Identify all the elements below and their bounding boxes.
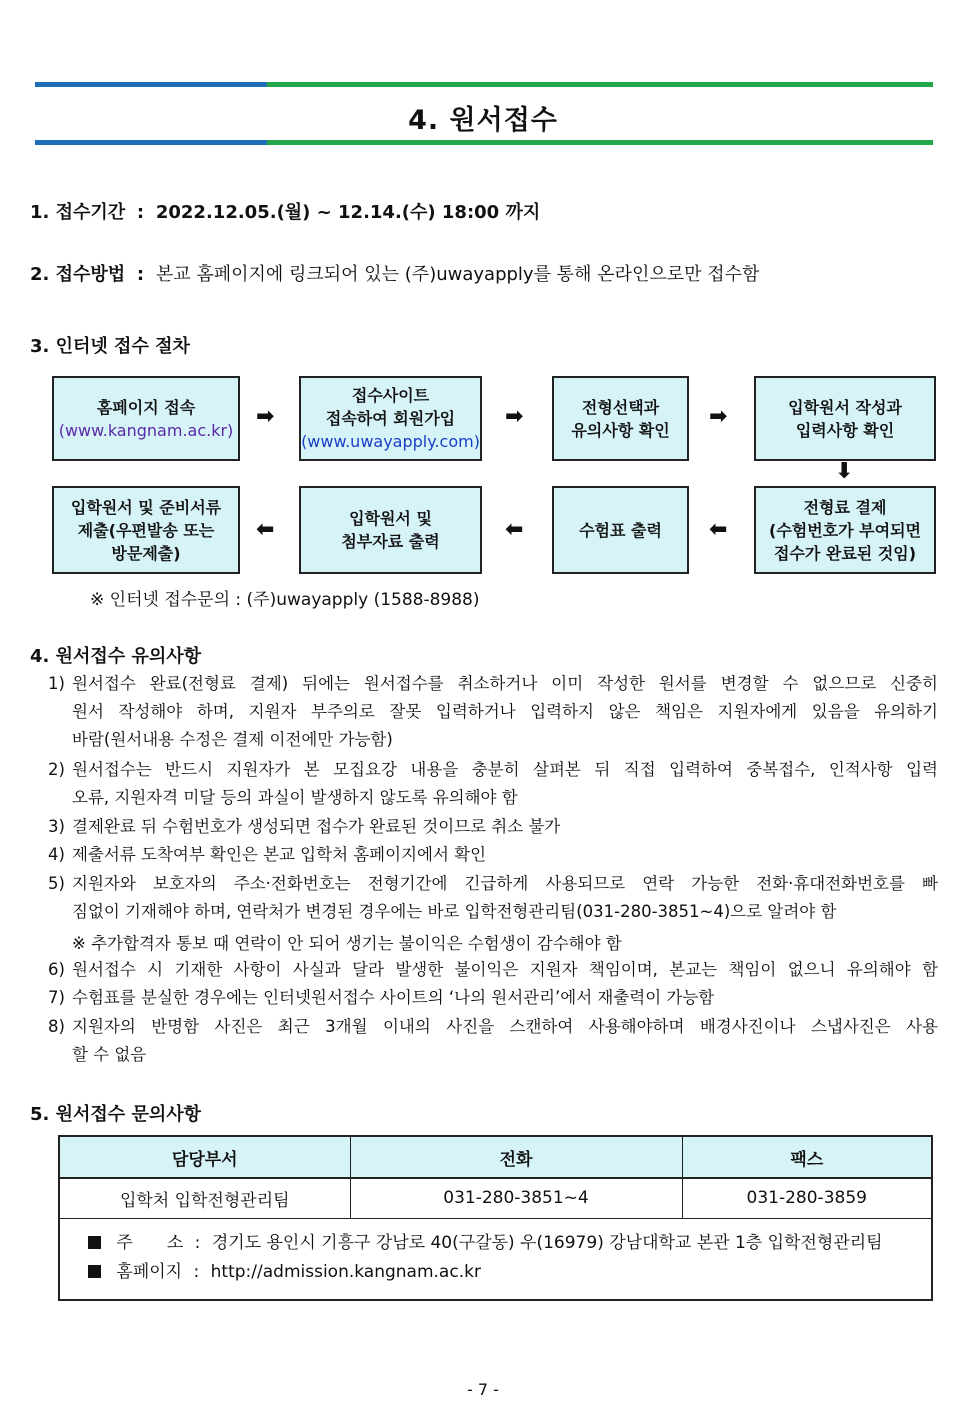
caution-line: 원서접수 시 기재한 사항이 사실과 달라 발생한 불이익은 지원자 책임이며, 본교는 책임이 없으니 유의해야 함 bbox=[72, 960, 938, 979]
caution-number: 2) bbox=[48, 760, 65, 779]
method-value: 본교 홈페이지에 링크되어 있는 (주)uwayapply를 통해 온라인으로만 접수함 bbox=[155, 264, 760, 285]
procedure-heading: 3. 인터넷 접수 절차 bbox=[30, 336, 190, 357]
caution-item bbox=[48, 841, 938, 869]
homepage-line bbox=[88, 1258, 931, 1287]
contact-table bbox=[58, 1135, 933, 1301]
arrow-right-icon: ➡ bbox=[256, 404, 275, 429]
square-bullet-icon bbox=[88, 1236, 101, 1249]
flow-step-link[interactable]: (www.uwayapply.com) bbox=[301, 432, 480, 451]
flow-step-text: 입학원서 및 bbox=[349, 509, 432, 528]
caution-number: 6) bbox=[48, 960, 65, 979]
flow-step-text: 전형료 결제 bbox=[803, 497, 887, 517]
method-label: 2. 접수방법 bbox=[30, 264, 126, 285]
caution-item bbox=[48, 756, 938, 812]
address-sep: : bbox=[194, 1232, 201, 1253]
caution-line: 결제완료 뒤 수험번호가 생성되면 접수가 완료된 것이므로 취소 불가 bbox=[72, 817, 561, 836]
flow-step-text: 홈페이지 접속 bbox=[96, 397, 196, 417]
method-line bbox=[30, 260, 759, 286]
caution-line: 원서접수는 반드시 지원자가 본 모집요강 내용을 충분히 살펴본 뒤 직접 입력하여 중복접수, 인적사항 입력 bbox=[72, 760, 938, 779]
caution-sub-note: ※ 추가합격자 통보 때 연락이 안 되어 생기는 불이익은 수험생이 감수해야 함 bbox=[72, 934, 622, 953]
caution-item bbox=[48, 984, 938, 1012]
address-value: 경기도 용인시 기흥구 강남로 40(구갈동) 우(16979) 강남대학교 본관 1층 입학전형관리팀 bbox=[211, 1232, 883, 1253]
flow-step-text: 접수가 완료된 것임) bbox=[773, 543, 917, 563]
table-row bbox=[59, 1218, 932, 1300]
caution-line: 짐없이 기재해야 하며, 연락처가 변경된 경우에는 바로 입학전형관리팀(031-280-3851~4)으로 알려야 함 bbox=[72, 902, 837, 921]
caution-item bbox=[48, 956, 938, 984]
table-header-cell: 전화 bbox=[350, 1136, 682, 1178]
contact-info-cell bbox=[59, 1218, 932, 1300]
flow-step-submit bbox=[52, 486, 240, 574]
flow-step-text: 첨부자료 출력 bbox=[341, 532, 440, 551]
flow-step-text: 제출(우편발송 또는 bbox=[77, 520, 215, 540]
flow-step-link[interactable]: (www.kangnam.ac.kr) bbox=[58, 420, 234, 440]
cautions-heading: 4. 원서접수 유의사항 bbox=[30, 646, 201, 667]
caution-number: 1) bbox=[48, 674, 65, 693]
bottom-rule bbox=[35, 140, 933, 145]
square-bullet-icon bbox=[88, 1265, 101, 1278]
top-rule bbox=[35, 82, 933, 87]
caution-item bbox=[48, 1013, 938, 1069]
table-cell: 입학처 입학전형관리팀 bbox=[59, 1178, 350, 1218]
caution-number: 4) bbox=[48, 845, 65, 864]
flow-step-print bbox=[299, 486, 482, 574]
method-sep: : bbox=[136, 264, 145, 285]
homepage-sep: : bbox=[193, 1261, 200, 1282]
period-sep: : bbox=[136, 202, 145, 223]
homepage-label: 홈페이지 bbox=[116, 1261, 183, 1282]
caution-number: 8) bbox=[48, 1017, 65, 1036]
arrow-down-icon: ⬇ bbox=[835, 459, 854, 484]
table-row bbox=[59, 1178, 932, 1218]
flow-step-text: 방문제출) bbox=[111, 543, 181, 563]
caution-number: 3) bbox=[48, 817, 65, 836]
flow-step-text: 입력사항 확인 bbox=[795, 420, 895, 440]
caution-line: 지원자의 반명함 사진은 최근 3개월 이내의 사진을 스캔하여 사용해야하며 배경사진이나 스냅사진은 사용 bbox=[72, 1017, 938, 1036]
caution-line: 할 수 없음 bbox=[72, 1045, 147, 1064]
caution-line: 수험표를 분실한 경우에는 인터넷원서접수 사이트의 ‘나의 원서관리’에서 재출력이 가능함 bbox=[72, 988, 715, 1007]
homepage-link[interactable]: http://admission.kangnam.ac.kr bbox=[210, 1261, 481, 1282]
table-cell: 031-280-3851~4 bbox=[350, 1178, 682, 1218]
table-header-row bbox=[59, 1136, 932, 1178]
arrow-left-icon: ⬅ bbox=[505, 517, 524, 542]
period-value: 2022.12.05.(월) ~ 12.14.(수) 18:00 까지 bbox=[155, 202, 541, 223]
caution-number: 7) bbox=[48, 988, 65, 1007]
flow-step-text: 접속하여 회원가입 bbox=[325, 409, 456, 428]
caution-item bbox=[48, 870, 938, 926]
caution-item bbox=[48, 670, 938, 754]
flow-step-text: 전형선택과 bbox=[581, 397, 660, 417]
caution-number: 5) bbox=[48, 874, 65, 893]
page-title: 4. 원서접수 bbox=[408, 105, 558, 136]
flow-step-select bbox=[552, 376, 689, 461]
flow-step-text: 접수사이트 bbox=[351, 386, 430, 405]
caution-line: 바람(원서내용 수정은 결제 이전에만 가능함) bbox=[72, 730, 393, 749]
flow-step-admission-ticket bbox=[552, 486, 689, 574]
address-line bbox=[88, 1229, 931, 1258]
table-cell: 031-280-3859 bbox=[682, 1178, 932, 1218]
arrow-left-icon: ⬅ bbox=[709, 517, 728, 542]
flow-step-text: 수험표 출력 bbox=[579, 520, 662, 540]
arrow-right-icon: ➡ bbox=[505, 404, 524, 429]
caution-line: 지원자와 보호자의 주소·전화번호는 전형기간에 긴급하게 사용되므로 연락 가능한 전화·휴대전화번호를 빠 bbox=[72, 874, 938, 893]
flow-step-homepage bbox=[52, 376, 240, 461]
flow-step-text: (수험번호가 부여되면 bbox=[769, 520, 921, 540]
flow-step-signup bbox=[299, 376, 482, 461]
arrow-left-icon: ⬅ bbox=[256, 517, 275, 542]
caution-line: 오류, 지원자격 미달 등의 과실이 발생하지 않도록 유의해야 함 bbox=[72, 788, 518, 807]
period-label: 1. 접수기간 bbox=[30, 202, 126, 223]
caution-line: 제출서류 도착여부 확인은 본교 입학처 홈페이지에서 확인 bbox=[72, 845, 487, 864]
flow-step-text: 입학원서 및 준비서류 bbox=[70, 497, 222, 517]
contact-heading: 5. 원서접수 문의사항 bbox=[30, 1104, 201, 1125]
flow-step-text: 입학원서 작성과 bbox=[788, 397, 902, 417]
arrow-right-icon: ➡ bbox=[709, 404, 728, 429]
flow-step-text: 유의사항 확인 bbox=[571, 420, 670, 440]
procedure-note: ※ 인터넷 접수문의 : (주)uwayapply (1588-8988) bbox=[90, 590, 480, 610]
caution-line: 원서접수 완료(전형료 결제) 뒤에는 원서접수를 취소하거나 이미 작성한 원서를 변경할 수 없으므로 신중히 bbox=[72, 674, 938, 693]
table-header-cell: 팩스 bbox=[682, 1136, 932, 1178]
table-header-cell: 담당부서 bbox=[59, 1136, 350, 1178]
flow-step-write bbox=[754, 376, 936, 461]
page-number: - 7 - bbox=[467, 1380, 499, 1399]
caution-item bbox=[48, 813, 938, 841]
period-line bbox=[30, 198, 540, 224]
address-label: 주 소 bbox=[116, 1232, 184, 1253]
caution-line: 원서 작성해야 하며, 지원자 부주의로 잘못 입력하거나 입력하지 않은 책임은 지원자에게 있음을 유의하기 bbox=[72, 702, 938, 721]
flow-step-payment bbox=[754, 486, 936, 574]
